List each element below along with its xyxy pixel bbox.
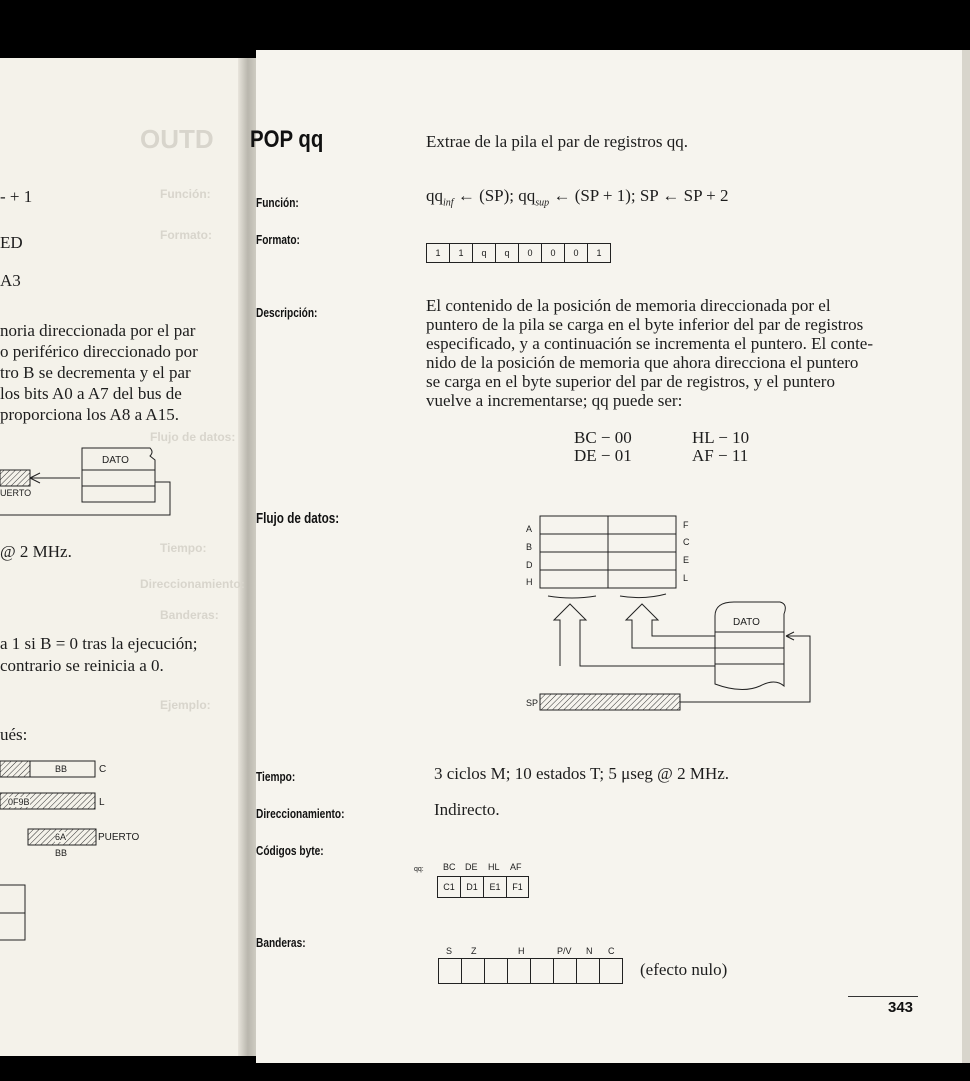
left-dato-label: DATO [102,455,129,466]
register-label: A [526,524,533,534]
format-bit: 1 [426,243,450,263]
example-puerto: PUERTO [98,832,140,843]
format-bit: 0 [541,243,565,263]
example-value: 0F9B [8,797,30,807]
description-paragraph [426,296,916,410]
example-6a: 6A [55,832,67,842]
flag-letter: N [586,946,593,956]
label-funcion: Función: [256,195,299,210]
code-byte: E1 [483,876,507,898]
example-bb2: BB [55,848,68,858]
register-label: E [683,555,690,565]
label-flujo: Flujo de datos: [256,510,340,527]
left-data-flow-diagram [0,440,240,530]
format-bit: 1 [449,243,473,263]
flag-cell [438,958,462,984]
flag-cell [461,958,485,984]
left-despues: ués: [0,725,28,744]
code-pair: AF [510,862,522,872]
ghost-label: Banderas: [160,608,219,622]
left-puerto-label: UERTO [0,488,32,498]
left-paragraph-line: tro B se decrementa y el par [0,363,191,382]
data-flow-diagram [520,510,820,720]
ghost-label: Tiempo: [160,541,207,555]
label-direccionamiento: Direccionamiento: [256,806,345,821]
direccionamiento-text: Indirecto. [434,800,500,819]
left-line: ED [0,233,23,252]
ghost-title: OUTD [140,124,214,154]
description-line: especificado, y a continuación se incrementa el puntero. El conte- [426,334,874,353]
pair-af: AF − 11 [692,446,749,465]
description-line: puntero de la pila se carga en el byte inferior del par de registros [426,315,864,334]
left-paragraph-line: o periférico direccionado por [0,342,198,361]
code-pair: DE [465,862,478,872]
description-line: se carga en el byte superior del par de registros, y el puntero [426,372,835,391]
format-bit: q [472,243,496,263]
label-formato: Formato: [256,232,300,247]
example-l: L [99,797,105,808]
register-label: H [526,577,533,587]
description-line: El contenido de la posición de memoria direccionada por el [426,296,831,315]
page-edge [962,50,970,1063]
flag-cell [484,958,508,984]
code-pair: HL [488,862,500,872]
ghost-label: Formato: [160,228,212,242]
intro-text: Extrae de la pila el par de registros qq. [426,132,688,151]
format-bit: 0 [518,243,542,263]
description-line: vuelve a incrementarse; qq puede ser: [426,391,683,410]
left-timing: @ 2 MHz. [0,542,72,561]
register-label: L [683,573,689,583]
left-flags-line: a 1 si B = 0 tras la ejecución; [0,634,198,653]
ghost-label: Función: [160,187,211,201]
flag-cell [553,958,577,984]
codes-prefix: qq: [414,866,424,873]
flag-cell [599,958,623,984]
sp-label: SP [526,698,539,708]
flag-letter: C [608,946,615,956]
left-paragraph [0,320,198,425]
function-sub-inf: inf [443,197,454,209]
dato-label: DATO [733,617,760,628]
function-end: ← (SP + 1); SP ← SP + 2 [549,186,729,205]
pair-hl: HL − 10 [692,428,750,447]
format-bits [426,243,610,263]
code-byte: C1 [437,876,461,898]
format-bit: q [495,243,519,263]
function-sub-sup: sup [535,197,550,209]
label-banderas: Banderas: [256,935,306,950]
code-byte: F1 [506,876,529,898]
label-tiempo: Tiempo: [256,769,296,784]
function-expression [426,186,729,208]
flag-letter: P/V [557,946,572,956]
register-label: D [526,560,533,570]
ghost-label: Ejemplo: [160,698,211,712]
left-paragraph-line: los bits A0 a A7 del bus de [0,384,182,403]
flags-register [438,958,624,984]
page-number-rule [848,996,918,997]
register-label: F [683,520,689,530]
code-bytes [437,876,529,898]
ghost-label: Flujo de datos: [150,430,236,444]
format-bit: 0 [564,243,588,263]
left-paragraph-line: proporciona los A8 a A15. [0,405,179,424]
function-middle: ← (SP); qq [453,186,536,205]
left-example-diagram [0,755,240,945]
tiempo-text: 3 ciclos M; 10 estados T; 5 μseg @ 2 MHz. [434,764,730,783]
code-pair: BC [443,862,456,872]
flag-letter: Z [471,946,477,956]
left-line: A3 [0,271,21,290]
flag-letter: S [446,946,453,956]
flags-effect: (efecto nulo) [640,960,728,979]
function-qq: qq [426,186,443,205]
page-title: POP qq [250,126,324,153]
left-paragraph-line: noria direccionada por el par [0,321,196,340]
example-c: C [99,764,107,775]
example-bb: BB [55,764,68,774]
flag-letter: H [518,946,525,956]
ghost-label: Direccionamiento: [140,577,245,591]
left-flags-line: contrario se reinicia a 0. [0,656,164,675]
flag-cell [507,958,531,984]
description-line: nido de la posición de memoria que ahora direcciona el puntero [426,353,859,372]
pair-bc: BC − 00 [574,428,632,447]
flag-cell [530,958,554,984]
label-codigos: Códigos byte: [256,843,324,858]
pair-de: DE − 01 [574,446,632,465]
page-number: 343 [888,999,914,1016]
label-descripcion: Descripción: [256,305,318,320]
register-label: C [683,537,690,547]
flag-cell [576,958,600,984]
left-line: - + 1 [0,187,33,206]
register-label: B [526,542,533,552]
format-bit: 1 [587,243,611,263]
code-byte: D1 [460,876,484,898]
